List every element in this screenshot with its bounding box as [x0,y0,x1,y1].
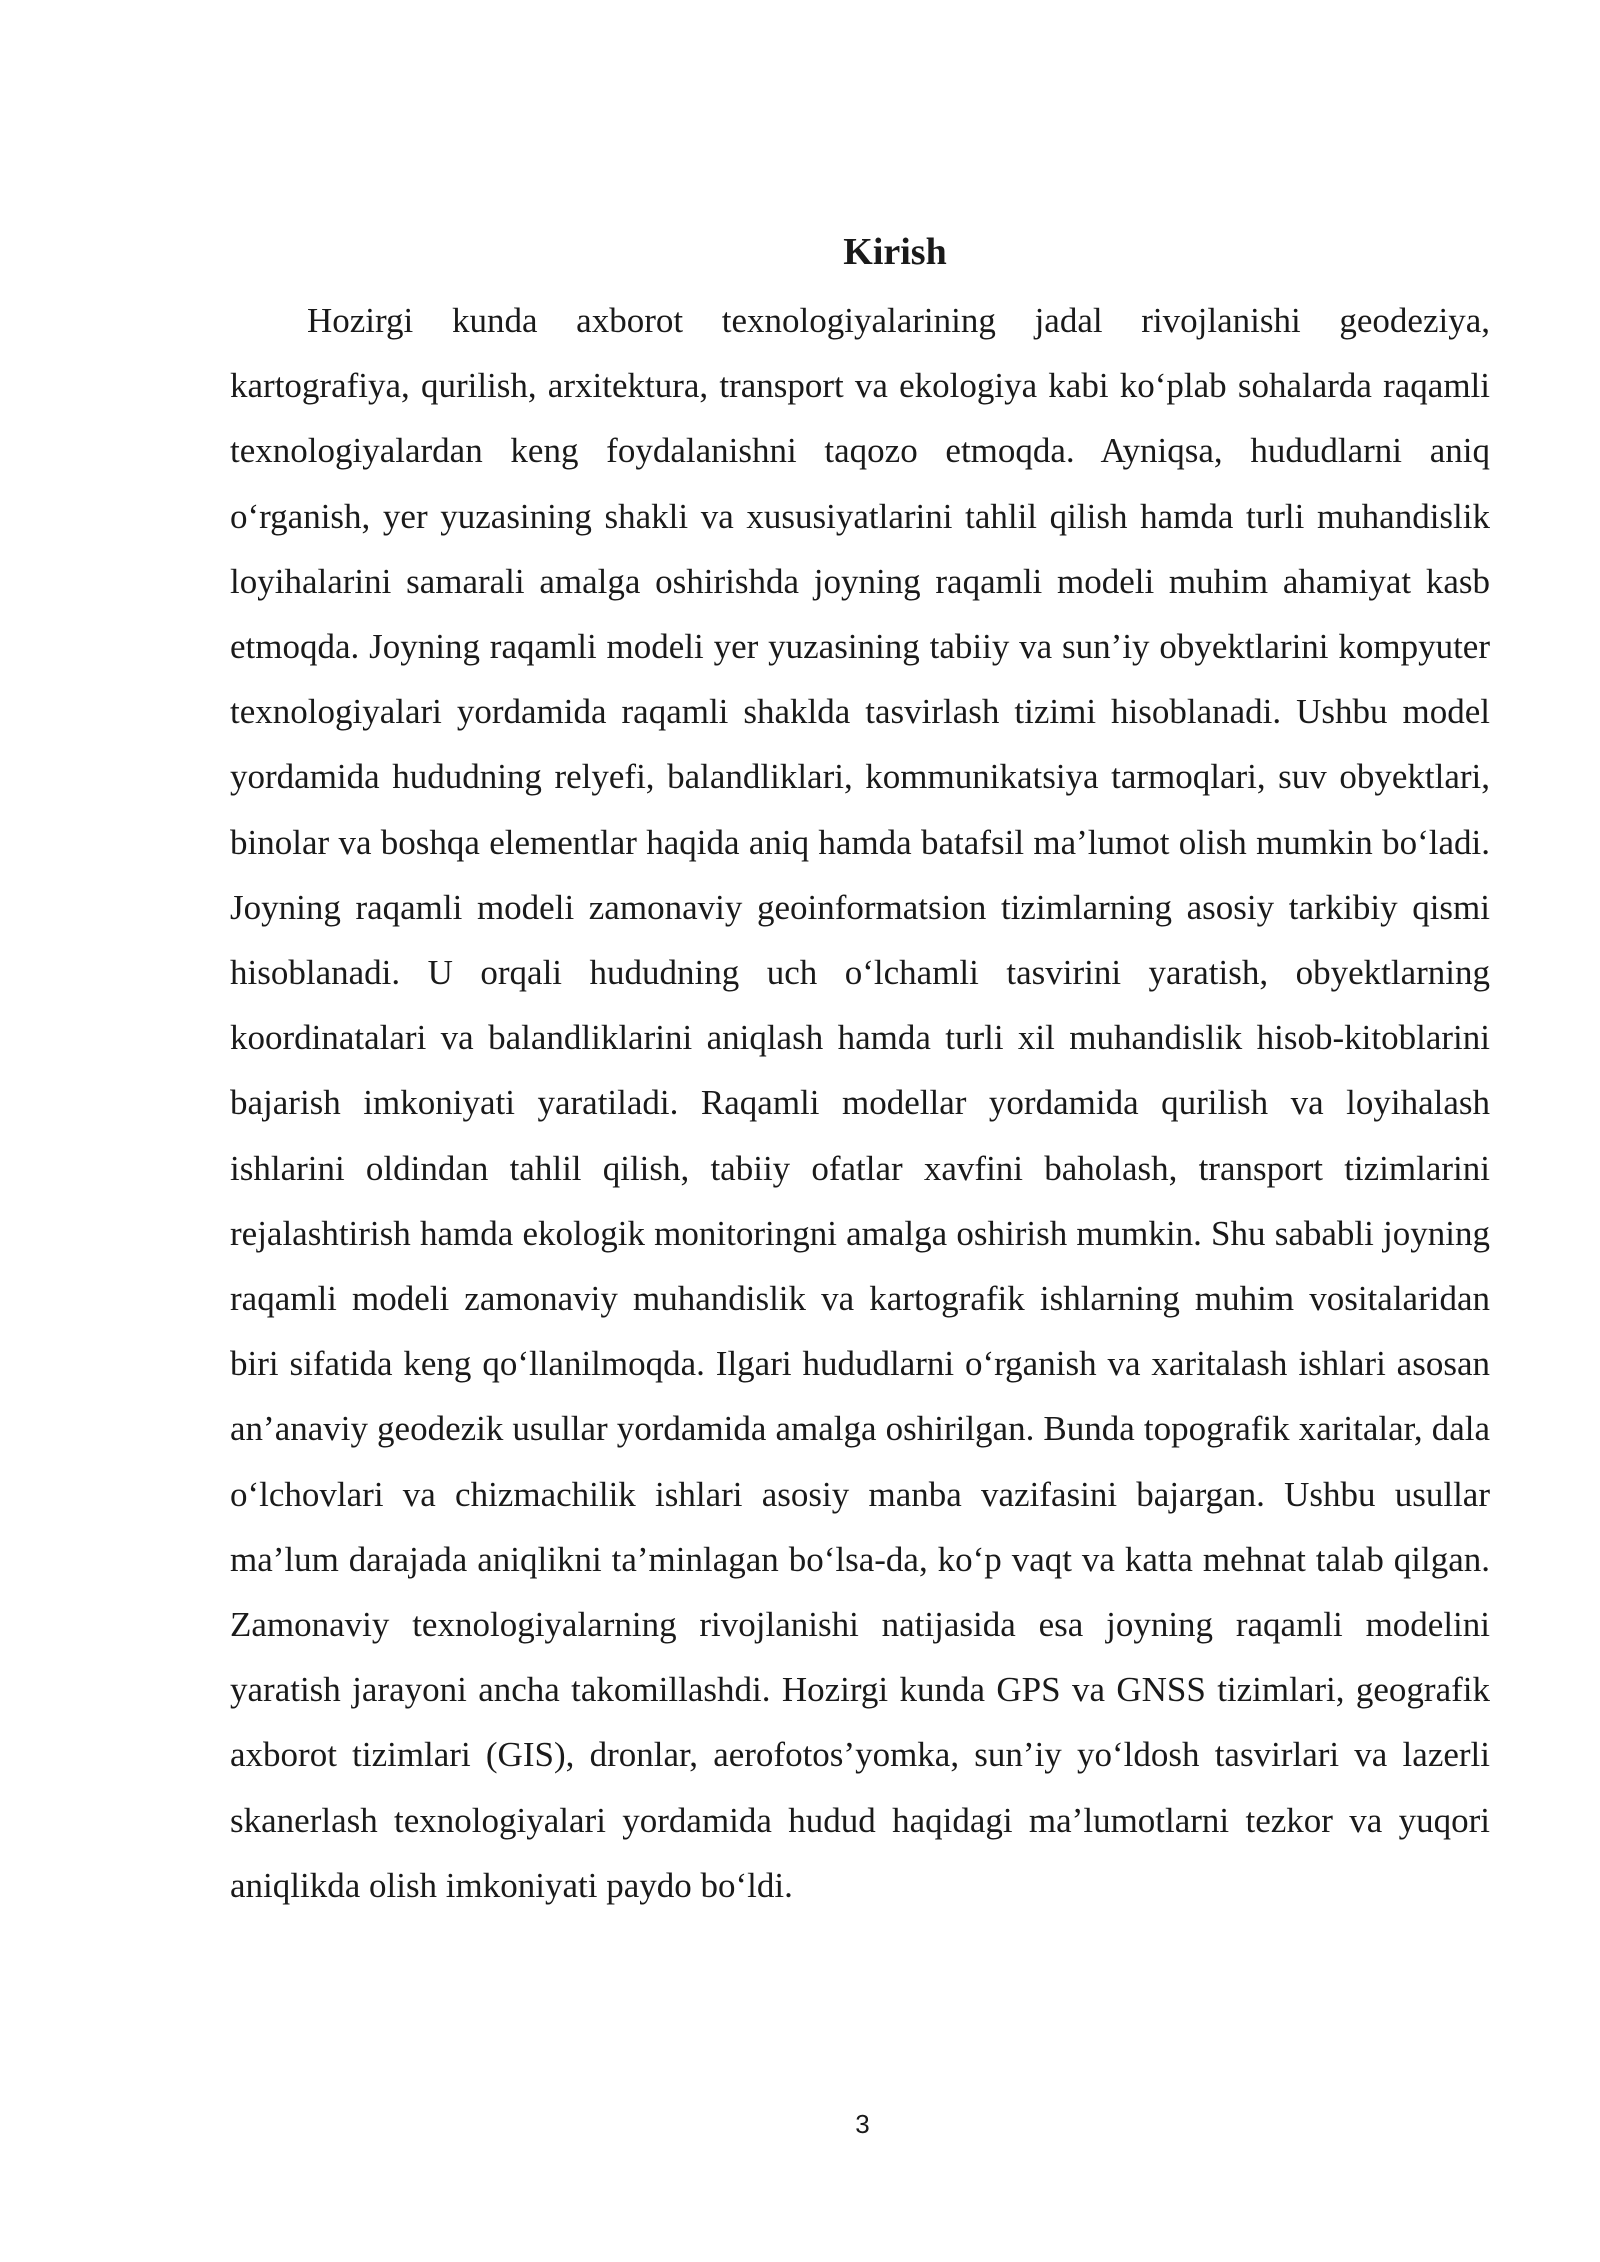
page-number: 3 [855,2109,870,2139]
section-heading: Kirish [843,231,947,273]
body-paragraph: Hozirgi kunda axborot texnologiyalarining jadal rivojlanishi geodeziya, kartografiya, qurilish, arxitektura, transport va ekologiya kabi ko‘plab sohalarda raqamli texnologiyalardan keng foydalanishni taqozo etmoqda. Ayniqsa, hududlarni aniq o‘rganish, yer yuzasining shakli va xususiyatlarini tahlil qilish hamda turli muhandislik loyihalarini samarali amalga oshirishda joyning raqamli modeli muhim ahamiyat kasb etmoqda. Joyning raqamli modeli yer yuzasining tabiiy va sun’iy obyektlarini kompyuter texnologiyalari yordamida raqamli shaklda tasvirlash tizimi hisoblanadi. Ushbu model yordamida hududning relyefi, balandliklari, kommunikatsiya tarmoqlari, suv obyektlari, binolar va boshqa elementlar haqida aniq hamda batafsil ma’lumot olish mumkin bo‘ladi. Joyning raqamli modeli zamonaviy geoinformatsion tizimlarning asosiy tarkibiy qismi hisoblanadi. U orqali hududning uch o‘lchamli tasvirini yaratish, obyektlarning koordinatalari va balandliklarini aniqlash hamda turli xil muhandislik hisob-kitoblarini bajarish imkoniyati yaratiladi. Raqamli modellar yordamida qurilish va loyihalash ishlarini oldindan tahlil qilish, tabiiy ofatlar xavfini baholash, transport tizimlarini rejalashtirish hamda ekologik monitoringni amalga oshirish mumkin. Shu sababli joyning raqamli modeli zamonaviy muhandislik va kartografik ishlarning muhim vositalaridan biri sifatida keng qo‘llanilmoqda. Ilgari hududlarni o‘rganish va xaritalash ishlari asosan an’anaviy geodezik usullar yordamida amalga oshirilgan. Bunda topografik xaritalar, dala o‘lchovlari va chizmachilik ishlari asosiy manba vazifasini bajargan. Ushbu usullar ma’lum darajada aniqlikni ta’minlagan bo‘lsa-da, ko‘p vaqt va katta mehnat talab qilgan. Zamonaviy texnologiyalarning rivojlanishi natijasida esa joyning raqamli modelini yaratish jarayoni ancha takomillashdi. Hozirgi kunda GPS va GNSS tizimlari, geografik axborot tizimlari (GIS), dronlar, aerofotos’yomka, sun’iy yo‘ldosh tasvirlari va lazerli skanerlash texnologiyalari yordamida hudud haqidagi ma’lumotlarni tezkor va yuqori aniqlikda olish imkoniyati paydo bo‘ldi. [230,301,1490,1905]
